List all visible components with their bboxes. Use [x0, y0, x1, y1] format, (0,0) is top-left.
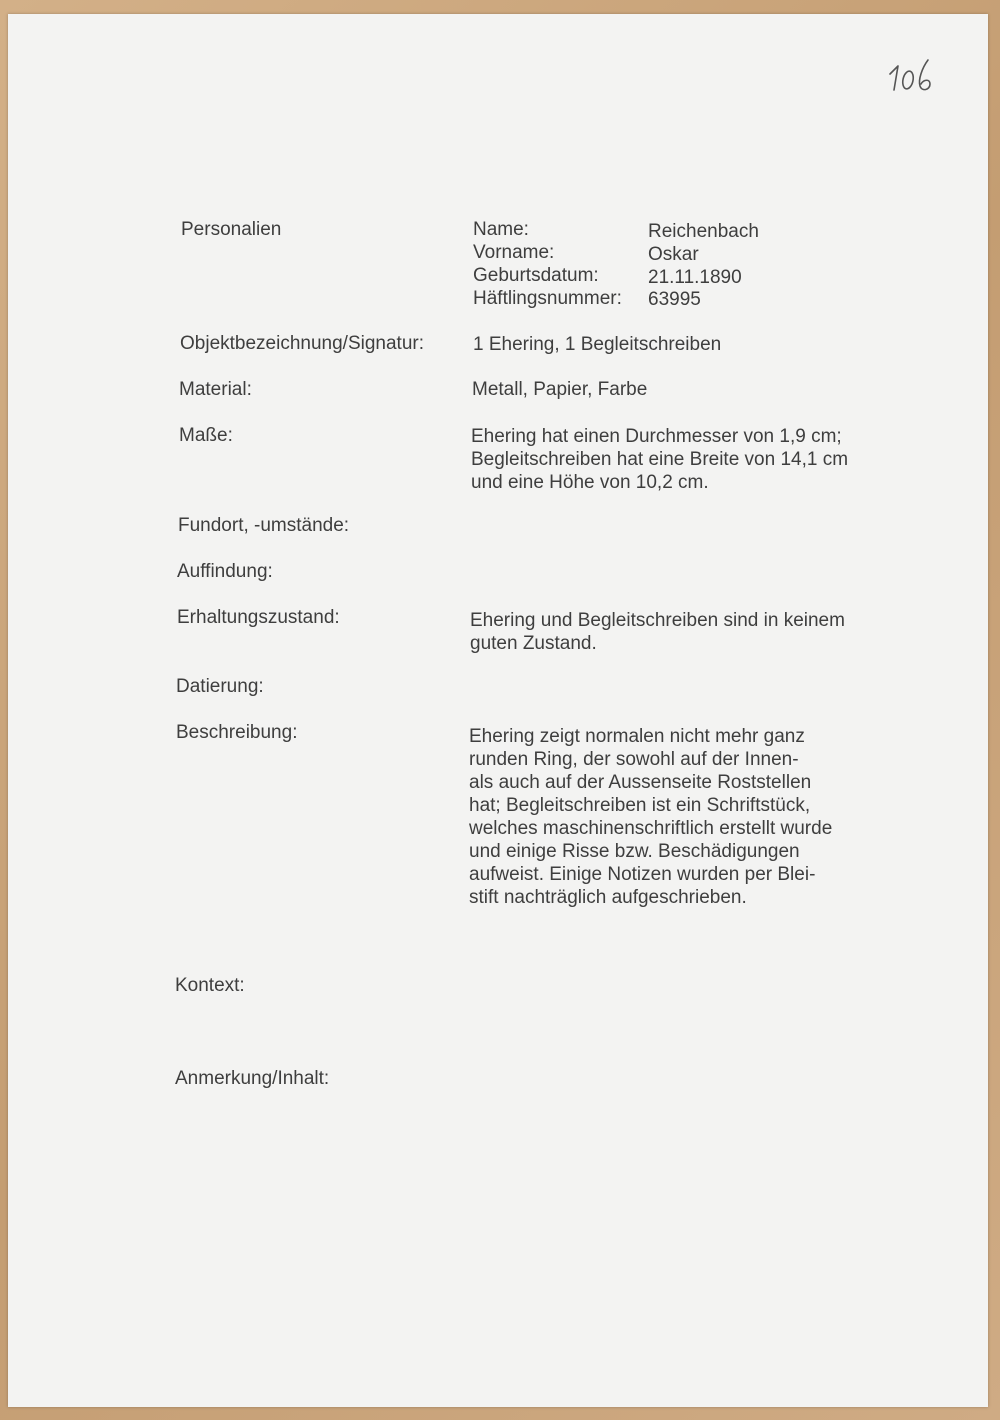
vorname-value: Oskar [648, 244, 699, 265]
fundort-label: Fundort, -umstände: [178, 515, 350, 536]
masse-line: und eine Höhe von 10,2 cm. [471, 472, 709, 493]
name-value: Reichenbach [648, 221, 759, 242]
erhaltungszustand-label: Erhaltungszustand: [177, 607, 340, 628]
material-value: Metall, Papier, Farbe [472, 379, 648, 400]
haeftlingsnummer-label: Häftlingsnummer: [473, 288, 622, 309]
beschreibung-line: runden Ring, der sowohl auf der Innen- [469, 749, 799, 770]
beschreibung-line: und einige Risse bzw. Beschädigungen [469, 841, 800, 862]
beschreibung-line: hat; Begleitschreiben ist ein Schriftstück, [469, 795, 811, 816]
haeftlingsnummer-value: 63995 [648, 289, 701, 310]
erhaltungszustand-line: Ehering und Begleitschreiben sind in keinem [470, 610, 845, 631]
handwritten-page-number [888, 54, 948, 98]
geburtsdatum-value: 21.11.1890 [648, 267, 742, 288]
beschreibung-line: als auch auf der Aussenseite Roststellen [469, 772, 812, 793]
masse-line: Ehering hat einen Durchmesser von 1,9 cm; [471, 426, 842, 447]
document-sheet [8, 14, 988, 1407]
kontext-label: Kontext: [175, 975, 245, 996]
anmerkung-label: Anmerkung/Inhalt: [175, 1068, 330, 1089]
beschreibung-line: aufweist. Einige Notizen wurden per Blei- [469, 864, 816, 885]
beschreibung-line: stift nachträglich aufgeschrieben. [469, 887, 747, 908]
datierung-label: Datierung: [176, 676, 264, 697]
beschreibung-line: welches maschinenschriftlich erstellt wurde [469, 818, 833, 839]
vorname-label: Vorname: [473, 242, 555, 263]
page-number-handwriting [888, 54, 948, 98]
name-label: Name: [473, 219, 529, 240]
erhaltungszustand-line: guten Zustand. [470, 633, 597, 654]
material-label: Material: [179, 379, 252, 400]
masse-label: Maße: [179, 425, 233, 446]
auffindung-label: Auffindung: [177, 561, 273, 582]
objekt-label: Objektbezeichnung/Signatur: [180, 333, 424, 354]
objekt-value: 1 Ehering, 1 Begleitschreiben [473, 334, 722, 355]
masse-line: Begleitschreiben hat eine Breite von 14,1 cm [471, 449, 849, 470]
beschreibung-text [469, 725, 889, 909]
beschreibung-line: Ehering zeigt normalen nicht mehr ganz [469, 726, 805, 747]
masse-text [471, 425, 891, 494]
geburtsdatum-label: Geburtsdatum: [473, 265, 599, 286]
beschreibung-label: Beschreibung: [176, 722, 298, 743]
erhaltungszustand-text [470, 609, 890, 655]
personalien-label: Personalien [181, 219, 282, 240]
